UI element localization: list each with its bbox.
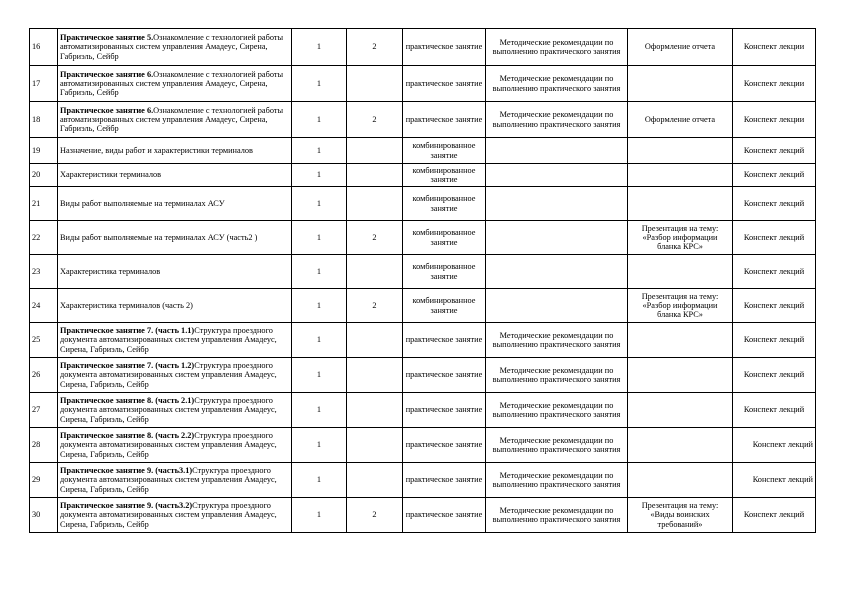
source-cell: Конспект лекций [733, 498, 816, 533]
methods-cell: Методические рекомендации по выполнению практического занятия [486, 393, 628, 428]
row-number: 22 [30, 221, 58, 255]
lesson-type-cell: практическое занятие [403, 393, 486, 428]
source-cell: Конспект лекций [733, 463, 816, 498]
self-work-cell [628, 187, 733, 221]
self-study-hours-cell: 2 [347, 498, 403, 533]
self-work-cell: Презентация на тему: «Виды воинских требований» [628, 498, 733, 533]
self-work-cell [628, 138, 733, 164]
row-number: 21 [30, 187, 58, 221]
self-study-hours-cell: 2 [347, 102, 403, 138]
methods-cell: Методические рекомендации по выполнению практического занятия [486, 358, 628, 393]
lesson-topic-bold: Практическое занятие 7. (часть 1.2) [60, 361, 195, 371]
self-study-hours-cell [347, 393, 403, 428]
curriculum-table [29, 28, 816, 533]
lesson-type-cell: практическое занятие [403, 463, 486, 498]
row-number: 26 [30, 358, 58, 393]
row-number: 18 [30, 102, 58, 138]
row-number: 16 [30, 29, 58, 66]
lesson-topic [58, 463, 292, 498]
lesson-type-cell: практическое занятие [403, 323, 486, 358]
lesson-topic-text: Виды работ выполняемые на терминалах АСУ (часть2 ) [60, 232, 258, 242]
self-work-cell: Оформление отчета [628, 29, 733, 66]
lesson-topic [58, 164, 292, 187]
self-study-hours-cell: 2 [347, 29, 403, 66]
hours-cell: 1 [292, 498, 347, 533]
lesson-type-cell: комбинированное занятие [403, 289, 486, 323]
table-row [30, 498, 816, 533]
lesson-topic-text: Структура проездного документа автоматизированных систем управления Амадеус, Сирена, Габриэль, Сейбр [60, 431, 277, 459]
lesson-topic-text: Структура проездного документа автоматизированных систем управления Амадеус, Сирена, Габриэль, Сейбр [60, 361, 277, 389]
self-study-hours-cell [347, 323, 403, 358]
row-number: 30 [30, 498, 58, 533]
lesson-type-cell: практическое занятие [403, 66, 486, 102]
row-number: 28 [30, 428, 58, 463]
hours-cell: 1 [292, 428, 347, 463]
lesson-type-cell: комбинированное занятие [403, 221, 486, 255]
methods-cell [486, 187, 628, 221]
lesson-topic [58, 358, 292, 393]
self-study-hours-cell: 2 [347, 289, 403, 323]
lesson-topic-bold: Практическое занятие 7. (часть 1.1) [60, 326, 195, 336]
table-row [30, 29, 816, 66]
self-work-cell [628, 358, 733, 393]
self-study-hours-cell: 2 [347, 221, 403, 255]
methods-cell: Методические рекомендации по выполнению практического занятия [486, 323, 628, 358]
table-row [30, 428, 816, 463]
hours-cell: 1 [292, 358, 347, 393]
self-work-cell [628, 66, 733, 102]
table-row [30, 323, 816, 358]
self-work-cell [628, 393, 733, 428]
self-work-cell: Презентация на тему: «Разбор информации бланка КРС» [628, 221, 733, 255]
methods-cell [486, 164, 628, 187]
hours-cell: 1 [292, 66, 347, 102]
table-row [30, 255, 816, 289]
lesson-topic-text: Характеристика терминалов (часть 2) [60, 300, 193, 310]
lesson-topic-bold: Практическое занятие 6. [60, 69, 154, 79]
self-study-hours-cell [347, 463, 403, 498]
source-cell: Конспект лекции [733, 102, 816, 138]
hours-cell: 1 [292, 463, 347, 498]
source-cell: Конспект лекций [733, 187, 816, 221]
row-number: 19 [30, 138, 58, 164]
row-number: 25 [30, 323, 58, 358]
row-number: 24 [30, 289, 58, 323]
lesson-topic-bold: Практическое занятие 9. (часть3.2) [60, 501, 193, 511]
source-cell: Конспект лекций [733, 164, 816, 187]
lesson-topic [58, 138, 292, 164]
source-cell: Конспект лекций [733, 221, 816, 255]
methods-cell [486, 221, 628, 255]
hours-cell: 1 [292, 323, 347, 358]
methods-cell: Методические рекомендации по выполнению практического занятия [486, 29, 628, 66]
hours-cell: 1 [292, 221, 347, 255]
source-cell: Конспект лекций [733, 393, 816, 428]
lesson-topic-text: Структура проездного документа автоматизированных систем управления Амадеус, Сирена, Габриэль, Сейбр [60, 501, 277, 529]
source-cell: Конспект лекций [733, 428, 816, 463]
source-cell: Конспект лекций [733, 323, 816, 358]
lesson-type-cell: практическое занятие [403, 498, 486, 533]
row-number: 23 [30, 255, 58, 289]
lesson-topic-text: Ознакомление с технологией работы автоматизированных систем управления Амадеус, Сирена, Габриэль, Сейбр [60, 105, 284, 134]
table-row [30, 358, 816, 393]
self-study-hours-cell [347, 66, 403, 102]
lesson-topic [58, 255, 292, 289]
lesson-type-cell: практическое занятие [403, 29, 486, 66]
row-number: 27 [30, 393, 58, 428]
lesson-topic-bold: Практическое занятие 8. (часть 2.2) [60, 431, 195, 441]
lesson-topic [58, 393, 292, 428]
lesson-topic-text: Структура проездного документа автоматизированных систем управления Амадеус, Сирена, Габриэль, Сейбр [60, 466, 277, 494]
hours-cell: 1 [292, 138, 347, 164]
table-row [30, 221, 816, 255]
lesson-topic [58, 323, 292, 358]
methods-cell: Методические рекомендации по выполнению практического занятия [486, 498, 628, 533]
lesson-type-cell: комбинированное занятие [403, 187, 486, 221]
self-study-hours-cell [347, 138, 403, 164]
row-number: 17 [30, 66, 58, 102]
table-row [30, 102, 816, 138]
table-row [30, 393, 816, 428]
hours-cell: 1 [292, 102, 347, 138]
self-work-cell [628, 323, 733, 358]
self-work-cell [628, 255, 733, 289]
methods-cell: Методические рекомендации по выполнению практического занятия [486, 428, 628, 463]
table-row [30, 164, 816, 187]
lesson-topic-bold: Практическое занятие 6. [60, 105, 154, 115]
source-cell: Конспект лекций [733, 138, 816, 164]
lesson-topic-text: Структура проездного документа автоматизированных систем управления Амадеус, Сирена, Габриэль, Сейбр [60, 396, 277, 424]
methods-cell [486, 289, 628, 323]
source-cell: Конспект лекции [733, 29, 816, 66]
lesson-topic-text: Назначение, виды работ и характеристики терминалов [60, 145, 253, 155]
table-row [30, 66, 816, 102]
lesson-type-cell: комбинированное занятие [403, 138, 486, 164]
lesson-topic-text: Ознакомление с технологией работы автоматизированных систем управления Амадеус, Сирена, Габриэль, Сейбр [60, 33, 284, 61]
lesson-topic-text: Характеристика терминалов [60, 266, 161, 276]
self-work-cell: Презентация на тему: «Разбор информации бланка КРС» [628, 289, 733, 323]
methods-cell [486, 138, 628, 164]
lesson-topic [58, 428, 292, 463]
hours-cell: 1 [292, 289, 347, 323]
table-row [30, 187, 816, 221]
self-work-cell [628, 164, 733, 187]
lesson-topic [58, 66, 292, 102]
row-number: 29 [30, 463, 58, 498]
row-number: 20 [30, 164, 58, 187]
methods-cell: Методические рекомендации по выполнению практического занятия [486, 102, 628, 138]
source-cell: Конспект лекций [733, 289, 816, 323]
self-study-hours-cell [347, 255, 403, 289]
lesson-topic [58, 498, 292, 533]
lesson-topic [58, 102, 292, 138]
table-row [30, 289, 816, 323]
source-cell: Конспект лекций [733, 255, 816, 289]
lesson-type-cell: комбинированное занятие [403, 255, 486, 289]
hours-cell: 1 [292, 29, 347, 66]
methods-cell: Методические рекомендации по выполнению практического занятия [486, 66, 628, 102]
hours-cell: 1 [292, 187, 347, 221]
lesson-topic-text: Виды работ выполняемые на терминалах АСУ [60, 198, 225, 208]
lesson-topic-bold: Практическое занятие 5. [60, 33, 154, 43]
hours-cell: 1 [292, 164, 347, 187]
hours-cell: 1 [292, 393, 347, 428]
lesson-topic [58, 221, 292, 255]
lesson-topic [58, 187, 292, 221]
lesson-topic-text: Структура проездного документа автоматизированных систем управления Амадеус, Сирена, Габриэль, Сейбр [60, 326, 277, 354]
lesson-topic-bold: Практическое занятие 8. (часть 2.1) [60, 396, 195, 406]
lesson-type-cell: комбинированное занятие [403, 164, 486, 187]
source-cell: Конспект лекции [733, 66, 816, 102]
self-work-cell [628, 463, 733, 498]
lesson-topic [58, 289, 292, 323]
self-work-cell: Оформление отчета [628, 102, 733, 138]
source-cell: Конспект лекций [733, 358, 816, 393]
table-row [30, 138, 816, 164]
self-study-hours-cell [347, 164, 403, 187]
lesson-topic [58, 29, 292, 66]
self-work-cell [628, 428, 733, 463]
methods-cell: Методические рекомендации по выполнению практического занятия [486, 463, 628, 498]
self-study-hours-cell [347, 187, 403, 221]
lesson-topic-text: Ознакомление с технологией работы автоматизированных систем управления Амадеус, Сирена, Габриэль, Сейбр [60, 69, 284, 98]
table-row [30, 463, 816, 498]
self-study-hours-cell [347, 358, 403, 393]
lesson-type-cell: практическое занятие [403, 102, 486, 138]
lesson-type-cell: практическое занятие [403, 428, 486, 463]
hours-cell: 1 [292, 255, 347, 289]
lesson-topic-bold: Практическое занятие 9. (часть3.1) [60, 466, 193, 476]
lesson-type-cell: практическое занятие [403, 358, 486, 393]
methods-cell [486, 255, 628, 289]
lesson-topic-text: Характеристики терминалов [60, 170, 162, 180]
self-study-hours-cell [347, 428, 403, 463]
